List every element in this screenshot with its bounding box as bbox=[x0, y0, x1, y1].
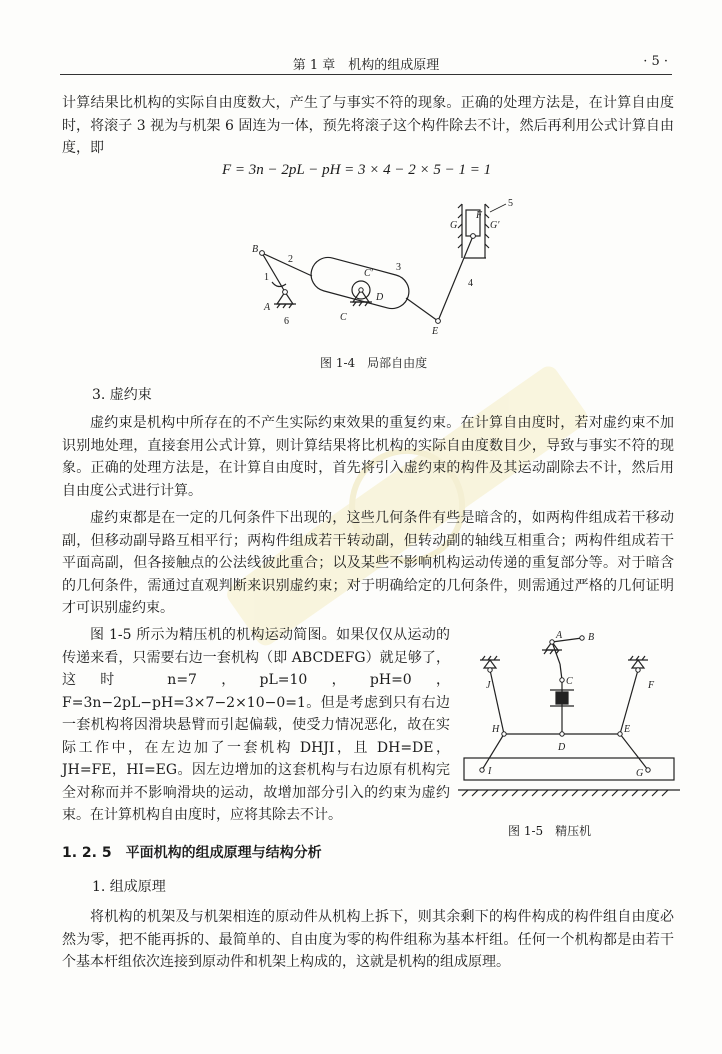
label-J: J bbox=[486, 680, 491, 691]
label-D: D bbox=[558, 742, 566, 753]
label-6: 6 bbox=[284, 316, 289, 327]
label-5: 5 bbox=[508, 198, 513, 209]
figure-1-4-caption: 图 1-4 局部自由度 bbox=[320, 356, 428, 370]
label-3: 3 bbox=[396, 262, 401, 273]
label-E: E bbox=[624, 724, 631, 735]
label-4: 4 bbox=[468, 278, 473, 289]
label-D: D bbox=[376, 292, 384, 303]
label-E: E bbox=[432, 326, 439, 337]
label-I: I bbox=[488, 766, 492, 777]
paragraph-1: 计算结果比机构的实际自由度数大，产生了与事实不符的现象。正确的处理方法是，在计算自由度时，将滚子 3 视为与机架 6 固连为一体，预先将滚子这个构件除去不计，然后再利用公式计算自由度，即 bbox=[62, 95, 674, 156]
label-F: F bbox=[648, 680, 655, 691]
label-Gp: G′ bbox=[490, 220, 500, 231]
page-number: · 5 · bbox=[643, 54, 668, 69]
label-1: 1 bbox=[264, 272, 269, 283]
label-C: C bbox=[340, 312, 347, 323]
label-F: F bbox=[476, 210, 483, 221]
label-B: B bbox=[588, 632, 595, 643]
figure-1-4-diagram bbox=[240, 196, 540, 346]
label-B: B bbox=[252, 244, 259, 255]
paragraph-5: 将机构的机架及与机架相连的原动件从机构上拆下，则其余剩下的构件构成的构件组自由度必然为零，把不能再拆的、最简单的、自由度为零的构件组称为基本杆组。任何一个机构都是由若干个基本杆组依次连接到原动件和机架上构成的，这就是机构的组成原理。 bbox=[62, 909, 674, 970]
label-Cp: C′ bbox=[364, 268, 373, 279]
section-1-2-5-title: 1. 2. 5 平面机构的组成原理与结构分析 bbox=[62, 845, 322, 861]
figure-1-5-diagram bbox=[452, 630, 682, 806]
label-H: H bbox=[492, 724, 500, 735]
paragraph-4: 图 1-5 所示为精压机的机构运动简图。如果仅仅从运动的传递来看，只需要右边一套机构（即 ABCDEFG）就足够了，这时 n=7，pL=10，pH=0，F=3n−2pL−pH=3×7−2×10−0=1。但是考虑到只有右边一套机构将因滑块悬臂而引起偏载，使受力情况恶化，故在实际工作中，在左边加了一套机构 DHJI，且 DH=DE，JH=FE，HI=EG。因左边增加的这套机构与右边原有机构完全对称而并不影响滑块的运动，故增加部分引入的约束为虚约束。在计算机构自由度时，应将其除去不计。 bbox=[62, 627, 450, 823]
subsection-1-title: 1. 组成原理 bbox=[92, 879, 166, 895]
dof-formula: F = 3n − 2pL − pH = 3 × 4 − 2 × 5 − 1 = 1 bbox=[222, 162, 492, 178]
page-header bbox=[60, 52, 672, 75]
paragraph-3: 虚约束都是在一定的几何条件下出现的，这些几何条件有些是暗含的，如两构件组成若干移动副，但移动副导路互相平行；两构件组成若干转动副，但转动副的轴线互相重合；两构件组成若干平面高副，但各接触点的公法线彼此重合；以及某些不影响机构运动传递的重复部分等。对于暗含的几何条件，需通过直观判断来识别虚约束；对于明确给定的几何条件，则需通过严格的几何证明才可识别虚约束。 bbox=[62, 510, 674, 616]
section-3-title: 3. 虚约束 bbox=[92, 387, 152, 403]
label-G: G bbox=[450, 220, 458, 231]
figure-1-5-caption: 图 1-5 精压机 bbox=[508, 824, 592, 838]
paragraph-2: 虚约束是机构中所存在的不产生实际约束效果的重复约束。在计算自由度时，若对虚约束不加识别地处理，直接套用公式计算，则计算结果将比机构的实际自由度数目少，导致与事实不符的现象。正确的处理方法是，在计算自由度时，首先将引入虚约束的构件及其运动副除去不计，然后用自由度公式进行计算。 bbox=[62, 415, 674, 499]
label-A: A bbox=[264, 302, 271, 313]
chapter-title: 第 1 章 机构的组成原理 bbox=[292, 58, 440, 73]
label-G: G bbox=[636, 768, 644, 779]
label-A: A bbox=[556, 630, 563, 641]
label-C: C bbox=[566, 676, 573, 687]
label-2: 2 bbox=[288, 254, 293, 265]
